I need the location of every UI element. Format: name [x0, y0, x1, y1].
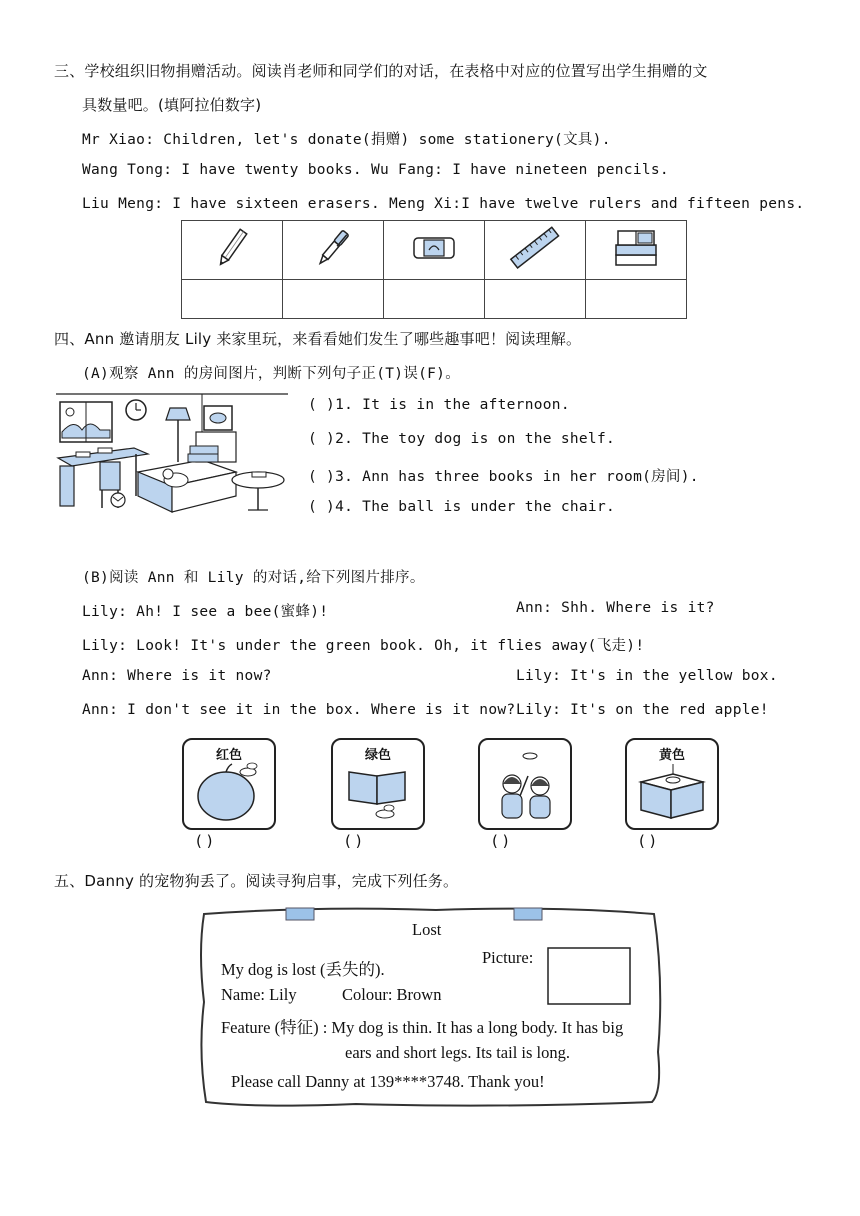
book-bee-icon [341, 760, 415, 824]
eraser-icon [410, 230, 458, 266]
picture-card-book [331, 738, 425, 830]
tape-right [514, 908, 542, 920]
order-blank-3[interactable]: ( ) [492, 832, 509, 850]
picture-card-box [625, 738, 719, 830]
picture-card-apple [182, 738, 276, 830]
partB-dialog-1-right: Ann: Shh. Where is it? [516, 600, 715, 616]
order-blank-2[interactable]: ( ) [345, 832, 362, 850]
section4-heading: 四、Ann 邀请朋友 Lily 来家里玩，来看看她们发生了哪些趣事吧！阅读理解。 [54, 330, 582, 348]
answer-books[interactable] [586, 280, 687, 319]
notice-colour: Colour: Brown [342, 985, 442, 1004]
partB-dialog-1-left: Lily: Ah! I see a bee(蜜蜂)! [82, 604, 329, 620]
partB-dialog-2-left: Lily: Look! It's under the green book. Oh, it flies away(飞走)! [82, 638, 645, 654]
dialog-line-liu-meng: Liu Meng: I have sixteen erasers. Meng Xi:I have twelve rulers and fifteen pens. [82, 196, 805, 212]
section3-heading-cont: 具数量吧。(填阿拉伯数字) [82, 96, 262, 114]
notice-feature-2: ears and short legs. Its tail is long. [345, 1043, 571, 1062]
partA-item-1: ( )1. It is in the afternoon. [308, 397, 570, 413]
notice-name: Name: Lily [221, 985, 297, 1004]
tape-left [286, 908, 314, 920]
bed-icon [138, 432, 236, 512]
card-caption-green: 绿色 [364, 748, 391, 763]
picture-card-girls [478, 738, 572, 830]
notice-lost-line: My dog is lost (丢失的). [221, 960, 385, 979]
eraser-cell [384, 221, 485, 280]
answer-erasers[interactable] [384, 280, 485, 319]
answer-pens[interactable] [283, 280, 384, 319]
pencil-icon [212, 226, 252, 270]
order-blank-4[interactable]: ( ) [639, 832, 656, 850]
notice-title: Lost [412, 920, 442, 939]
partB-dialog-3-left: Ann: Where is it now? [82, 668, 272, 684]
partA-item-2: ( )2. The toy dog is on the shelf. [308, 431, 616, 447]
section5-heading: 五、Danny 的宠物狗丢了。阅读寻狗启事，完成下列任务。 [54, 872, 459, 890]
pen-cell [283, 221, 384, 280]
lamp-icon [166, 408, 190, 462]
partA-item-4: ( )4. The ball is under the chair. [308, 499, 616, 515]
girls-bee-icon [486, 746, 564, 824]
picture-box[interactable] [548, 948, 630, 1004]
window-icon [60, 402, 112, 442]
card-caption-red: 红色 [215, 748, 242, 763]
partA-instruction: (A)观察 Ann 的房间图片，判断下列句子正(T)误(F)。 [82, 366, 461, 382]
ann-room-illustration [52, 392, 292, 516]
ruler-icon [507, 226, 563, 270]
box-bee-icon [633, 760, 711, 824]
round-table-icon [232, 472, 284, 510]
partB-dialog-4-left: Ann: I don't see it in the box. Where is it now? [82, 702, 516, 718]
notice-call-line: Please call Danny at 139****3748. Thank you! [231, 1072, 545, 1091]
order-blank-1[interactable]: ( ) [196, 832, 213, 850]
card-caption-yellow: 黄色 [658, 748, 685, 763]
partA-item-3: ( )3. Ann has three books in her room(房间). [308, 469, 699, 485]
ball-icon [111, 493, 125, 507]
answer-pencils[interactable] [182, 280, 283, 319]
partB-dialog-3-right: Lily: It's in the yellow box. [516, 668, 778, 684]
partB-instruction: (B)阅读 Ann 和 Lily 的对话,给下列图片排序。 [82, 570, 425, 586]
apple-bee-icon [192, 758, 266, 824]
ruler-cell [485, 221, 586, 280]
partB-dialog-4-right: Lily: It's on the red apple! [516, 702, 769, 718]
clock-icon [126, 400, 146, 420]
dialog-line-xiao: Mr Xiao: Children, let's donate(捐赠) some stationery(文具). [82, 132, 611, 148]
dialog-line-wang-wu: Wang Tong: I have twenty books. Wu Fang: I have nineteen pencils. [82, 162, 669, 178]
pen-icon [313, 226, 353, 270]
answer-rulers[interactable] [485, 280, 586, 319]
books-icon [610, 225, 662, 271]
section3-heading: 三、学校组织旧物捐赠活动。阅读肖老师和同学们的对话，在表格中对应的位置写出学生捐赠的文 [54, 62, 708, 80]
notice-feature-1: Feature (特征) : My dog is thin. It has a long body. It has big [221, 1018, 624, 1037]
pencil-cell [182, 221, 283, 280]
books-on-bed-icon [188, 446, 218, 462]
stationery-table [181, 220, 687, 319]
picture-frame-icon [204, 406, 232, 430]
books-cell [586, 221, 687, 280]
notice-picture-label: Picture: [482, 948, 534, 967]
